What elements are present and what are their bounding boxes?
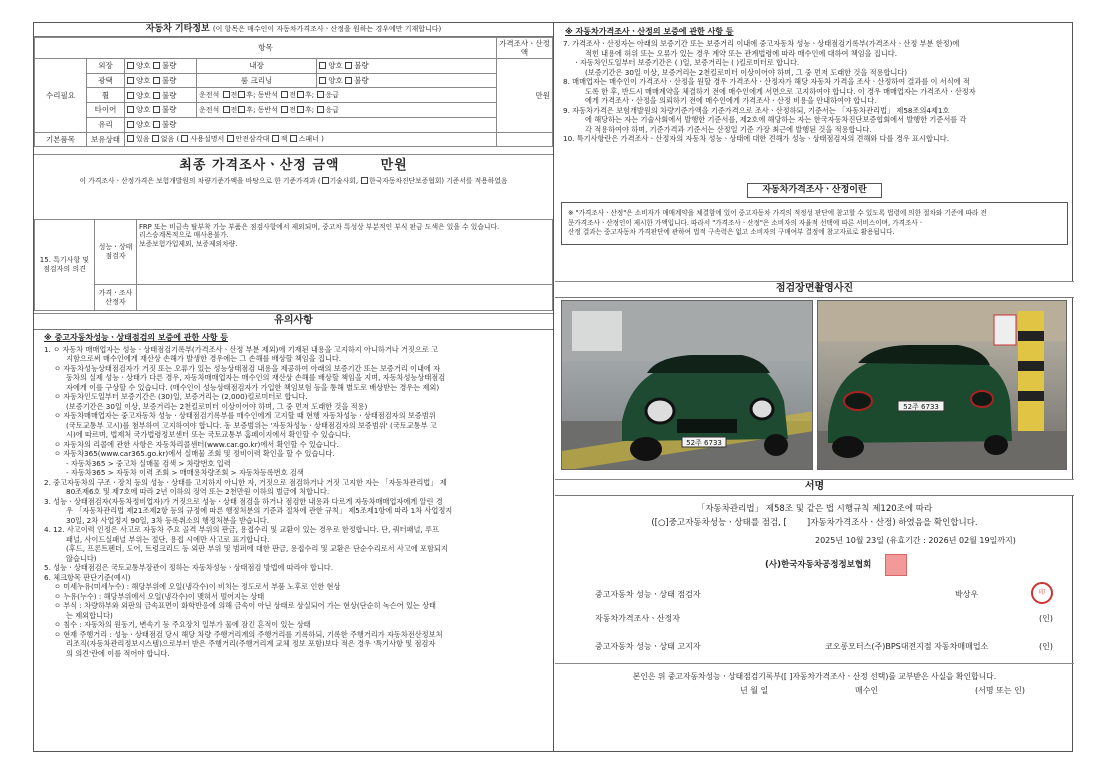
bad-label: 불량 [161, 119, 177, 129]
rear-label: 후 [246, 90, 254, 99]
col-item: 항목 [35, 38, 497, 59]
special-remarks-section [34, 219, 553, 311]
front-label: 전 [289, 105, 296, 114]
note-line: 도록 한 후, 반드시 매매계약을 체결하기 전에 매수인에게 서면으로 고지하여야 합니다. 이 경우 매매업자는 가격조사ㆍ산정자 [585, 86, 976, 96]
confirm-b: ]자동차가격조사ㆍ산정) 하였음을 확인합니다. [806, 518, 978, 529]
row-tire: 타이어 [87, 103, 125, 118]
inspector-label: 중고자동차 성능ㆍ상태 점검자 [595, 590, 701, 599]
notifier-seal: (인) [1039, 642, 1053, 651]
note-line: 의 의견'란에 이를 적어야 합니다. [66, 648, 170, 658]
bad-label: 불량 [161, 90, 177, 100]
good-label: 양호 [136, 90, 151, 100]
about-title: 자동차가격조사ㆍ산정이란 [747, 183, 881, 198]
roomclean-bad-checkbox[interactable] [345, 77, 352, 84]
other-info-header [34, 23, 553, 37]
bad-label: 불량 [161, 75, 177, 85]
buyer-sign: (서명 또는 인) [975, 686, 1025, 695]
interior-good-checkbox[interactable] [319, 62, 326, 69]
wheel-emergency-checkbox[interactable] [317, 91, 324, 98]
tire-pass-rear-checkbox[interactable] [297, 106, 304, 113]
note-line: 적힌 내용에 허위 또는 오류가 있는 경우 계약 또는 관계법령에 따라 매수인에 대하여 책임을 집니다. [585, 48, 897, 58]
perf-text-3: 보증보험가입제외, 보증제외차량. [139, 239, 238, 248]
buyer-label: 매수인 [855, 686, 879, 695]
note-line: - 자동차365 > 자동차 이력 조회 > 매매용차량조회 > 자동차등록번호 검색 [66, 468, 304, 477]
note-line: 3. 성능ㆍ상태점검자(자동차정비업자)가 거짓으로 성능ㆍ상태 점검을 하거나 점검한 내용과 다르게 자동차매매업자에게 알린 경 [44, 496, 443, 506]
gloss-good-checkbox[interactable] [127, 77, 134, 84]
wheel-driver-front-checkbox[interactable] [223, 91, 230, 98]
tire-driver-front-checkbox[interactable] [223, 106, 230, 113]
wheel-good-checkbox[interactable] [127, 92, 134, 99]
exterior-good-checkbox[interactable] [127, 62, 134, 69]
guarantee-lines [555, 39, 1074, 143]
exterior-bad-checkbox[interactable] [153, 62, 160, 69]
other-info-title: 자동차 기타정보 [145, 24, 210, 34]
note-line: (보증기간은 30일 이상, 보증거리는 2천킬로미터 이상이어야 하며, 그 중 먼저 도래한 것을 적용합니다) [585, 67, 908, 77]
note-line: 않습니다) [66, 553, 97, 563]
plate-text-rear: 52주 6733 [903, 403, 939, 411]
basis-tech-checkbox[interactable] [322, 177, 329, 184]
holding-opt-5-checkbox[interactable] [290, 135, 297, 142]
note-line: 6. 체크항목 판단기준(예시) [44, 572, 131, 582]
final-title-text: 최종 가격조사ㆍ산정 금액 [179, 158, 340, 173]
basic-price [497, 132, 553, 147]
final-unit: 만원 [380, 158, 408, 173]
signature-law: 「자동차관리법」 제58조 및 같은 법 시행규칙 제120조에 따라 [696, 503, 933, 514]
holding-opt-label: 없음 [160, 135, 175, 143]
wheel-bad-checkbox[interactable] [153, 92, 160, 99]
other-info-note: (이 항목은 매수인이 자동차가격조사ㆍ산정을 원하는 경우에만 기재합니다) [212, 25, 442, 33]
cautions-title: 유의사항 [34, 314, 553, 330]
note-line: ㅇ 자동차의 리콜에 관한 사항은 자동차리콜센터(www.car.go.kr)에서 확인할 수 있습니다. [54, 439, 339, 449]
holding-opt-0-checkbox[interactable] [127, 135, 134, 142]
tire-bad-checkbox[interactable] [153, 106, 160, 113]
good-label: 양호 [136, 75, 151, 85]
about-box [561, 202, 1068, 245]
tire-good-checkbox[interactable] [127, 106, 134, 113]
note-line: ㅇ 현재 주행거리 : 성능ㆍ상태점검 당시 해당 차량 주행거리계의 주행거리를 기록하되, 기록한 주행거리가 자동차전산정보처 [54, 629, 443, 639]
appraiser-seal: (인) [1039, 614, 1053, 623]
appraiser-label: 자동차가격조사ㆍ산정자 [595, 614, 681, 623]
about-text-2: 문가격조사ㆍ산정인이 제시한 가액입니다. 따라서 "가격조사ㆍ산정"은 소비자의 자율적 선택에 따른 서비스이며, 가격조사ㆍ [568, 218, 925, 227]
price-opinion [137, 285, 553, 311]
final-price-section [34, 154, 553, 184]
receipt-divider [555, 663, 1074, 664]
note-line: 2. 중고자동차의 구조ㆍ장치 등의 성능ㆍ상태를 고지하지 아니한 자, 거짓으로 점검하거나 거짓 고지한 자는 「자동차관리법」 제 [44, 477, 447, 487]
inspector-name: 박상우 [955, 590, 979, 599]
inspection-photo-front [561, 300, 813, 470]
cautions-section [34, 313, 553, 751]
note-line: 80조제6호 및 제7호에 따라 2년 이하의 징역 또는 2천만원 이하의 벌금에 처합니다. [66, 487, 330, 496]
left-column [34, 23, 554, 751]
about-section [555, 183, 1074, 281]
emergency-label: 응급 [325, 90, 339, 99]
org-stamp-icon [885, 554, 907, 576]
good-label: 양호 [136, 61, 151, 71]
note-line: (국토교통부 고시)를 첨부하여 고지하여야 합니다. 동 보증범위는 '자동차성능ㆍ상태점검자의 보증범위' (국토교통부 고 [66, 420, 437, 430]
driver-label: 운전석 [199, 105, 220, 114]
signature-org: (사)한국자동차공정정보협회 [765, 560, 872, 570]
note-line: 10. 특기사항란은 가격조사ㆍ산정자의 자동차 성능ㆍ상태에 대한 견해가 성능ㆍ상태점검자의 견해와 다를 경우 표시합니다. [563, 134, 950, 143]
holding-opt-1-checkbox[interactable] [152, 135, 159, 142]
note-line: ㅇ 자동차매매업자는 중고자동차 성능ㆍ상태점검기록부를 매수인에게 고지할 때 현행 자동차성능ㆍ상태점검자의 보증범위 [54, 411, 436, 420]
holding-opt-label: 사용설명서 [190, 135, 225, 143]
plate-text-front: 52주 6733 [686, 439, 722, 447]
passenger-label: 동반석 [257, 90, 278, 99]
note-line: 7. 가격조사ㆍ산정자는 아래의 보증기간 또는 보증거리 이내에 중고자동차 성능ㆍ상태점검기록부(가격조사ㆍ산정 부분 한정)에 [563, 39, 960, 48]
basis-a: 이 가격조사ㆍ산정가격은 보험개발원의 차량기준가액을 바탕으로 한 기준가격과 ( [79, 177, 321, 186]
perf-label: 성능ㆍ상태 점검자 [95, 220, 137, 285]
rear-label: 후 [304, 105, 312, 114]
row-holding: 보유상태 [87, 132, 125, 147]
note-line: (보증기간은 30일 이상, 보증거리는 2천킬로미터 이상이어야 하며, 그 중 먼저 도래한 것을 적용) [66, 401, 368, 411]
row-gloss: 광택 [87, 73, 125, 88]
glass-good-checkbox[interactable] [127, 121, 134, 128]
roomclean-good-checkbox[interactable] [319, 77, 326, 84]
rear-label: 후 [246, 105, 254, 114]
good-label: 양호 [328, 75, 343, 85]
tire-emergency-checkbox[interactable] [317, 106, 324, 113]
inspection-record-page [33, 22, 1073, 752]
wheel-pass-front-checkbox[interactable] [281, 91, 288, 98]
note-line: ㅇ 침수 : 자동차의 원동기, 변속기 등 주요장치 일부가 물에 잠긴 흔적이 있는 상태 [54, 620, 311, 629]
bad-label: 불량 [161, 61, 177, 71]
note-line: (후드, 프론트펜더, 도어, 트렁크리드 등 외판 부위 및 범퍼에 대한 판금, 용접수리 및 교환은 단순수리로서 사고에 포함되지 [66, 544, 448, 553]
signature-confirm [555, 518, 1074, 529]
confirm-a: ([○]중고자동차성능ㆍ상태를 점검, [ [651, 518, 787, 529]
row-interior: 내장 [197, 58, 317, 73]
note-line: 우 「자동차관리법 제21조제2항 등의 규정에 따른 행정처분의 기준과 절차에 관한 규칙」 제5조제1항에 따라 1차 사업정지 [66, 506, 453, 515]
row-exterior: 외장 [87, 58, 125, 73]
row-roomclean: 룸 크리닝 [197, 73, 317, 88]
holding-opt-label: 있음 [136, 135, 150, 143]
inspection-photo-rear [817, 300, 1067, 470]
note-line: 5. 성능ㆍ상태점검은 국토교통부장관이 정하는 자동차성능ㆍ상태점검 방법에 따라야 합니다. [44, 563, 333, 572]
note-line: 4. 12. 사고이력 인정은 사고로 자동차 주요 골격 부위의 판금, 용접수리 및 교환이 있는 경우로 한정합니다. 단, 쿼터패널, 루프 [44, 525, 439, 534]
repair-label: 수리필요 [35, 58, 87, 132]
note-line: 각 적용하여야 하며, 기준가격과 기준서는 산정일 기준 가장 최근에 발행된 것을 적용합니다. [585, 124, 872, 134]
note-line: 동차의 실제 성능ㆍ상태가 다른 경우, 자동차매매업자는 매수인의 재산상 손해를 배상할 책임을 지며, 자동차성능상태점검 [66, 373, 446, 382]
note-line: 에게 가격조사ㆍ산정을 의뢰하기 전에 매수인에게 가격조사ㆍ산정 비용을 안내하여야 합니다. [585, 96, 877, 105]
bad-label: 불량 [354, 75, 369, 85]
signature-date: 2025년 10월 23일 (유효기간 : 2026년 02월 19일까지) [815, 536, 1016, 545]
note-line: 는 제외합니다) [66, 610, 113, 620]
about-text-3: 산정 결과는 중고자동차 가격판단에 관하여 법적 구속력은 없고 소비자의 구매여부 결정에 참고자료로 활용됩니다. [568, 228, 895, 237]
note-line: 9. 자동차가격은 보험개발원의 차량기준가액을 기준가격으로 조사ㆍ산정하되, 기준서는 「자동차관리법」 제58조의4제1호 [563, 105, 950, 115]
note-line: ㅇ 자동차365(www.car365.go.kr)에서 실매물 조회 및 정비이력 확인을 할 수 있습니다. [54, 449, 335, 458]
perf-text-2: 리스승계목적으로 매사용불가. [139, 231, 229, 240]
bad-label: 불량 [161, 105, 177, 115]
notifier-label: 중고자동차 성능ㆍ상태 고지자 [595, 642, 701, 651]
driver-label: 운전석 [199, 90, 220, 99]
gloss-bad-checkbox[interactable] [153, 77, 160, 84]
other-info-section [34, 23, 553, 147]
car-rear-illustration [818, 301, 1067, 470]
receipt-date: 년 월 일 [740, 686, 769, 695]
basis-b: 기술사회, [329, 177, 361, 186]
receipt-text: 본인은 위 중고자동차성능ㆍ상태점검기록부([ ]자동차가격조사ㆍ산정 선택)를 교부받은 사실을 확인합니다. [632, 672, 997, 681]
perf-opinion [137, 220, 553, 285]
signature-title: 서명 [555, 480, 1074, 496]
right-column [555, 23, 1074, 751]
note-line: 시)에 따르며, 법제처 국가법령정보센터 또는 국토교통부 홈페이지에서 확인할 수 있습니다. [66, 430, 351, 439]
note-line: 지함으로써 매수인에게 재산상 손해가 발생한 경우에는 그 손해를 배상할 책임을 집니다. [66, 354, 342, 363]
notifier-name: 코오롱모터스(주)BPS대전지점 자동차매매업소 [825, 642, 989, 651]
note-line: 리조직(자동차관리정보시스템)으로부터 받은 주행거리(주행거리계 교체 정보 포함)보다 적은 경우 '특기사항 및 점검자 [66, 639, 436, 648]
good-label: 양호 [328, 61, 343, 71]
about-text-1: ※ "가격조사ㆍ산정"은 소비자가 매매계약을 체결함에 있어 중고자동차 가격의 적정성 판단에 참고할 수 있도록 법령에 의한 절차와 기준에 따라 전 [568, 209, 987, 218]
holding-opt-3-checkbox[interactable] [227, 135, 234, 142]
row-wheel: 휠 [87, 88, 125, 103]
col-price: 가격조사ㆍ산정액 [497, 38, 553, 59]
wheel-pass-rear-checkbox[interactable] [297, 91, 304, 98]
row-glass: 유리 [87, 117, 125, 132]
note-line: ㅇ 미세누유(미세누수) : 해당부위에 오일(냉각수)이 비치는 정도로서 부품 노후로 인한 현상 [54, 582, 341, 591]
holding-opt-label: 안전삼각대 [235, 135, 270, 143]
note-line: 자에게 이를 구상할 수 있습니다. (매수인이 성능상태점검자가 가입한 책임보험 등을 통해 별도로 배상받는 경우는 제외) [66, 382, 440, 392]
guarantee-title: ※ 자동차가격조사ㆍ산정의 보증에 관한 사항 등 [565, 27, 734, 36]
note-line: 8. 매매업자는 매수인이 가격조사ㆍ산정을 원할 경우 가격조사ㆍ산정자가 해당 자동차 가격을 조사ㆍ산정하여 결과를 이 서식에 적 [563, 77, 970, 86]
holding-opt-2-checkbox[interactable] [181, 135, 188, 142]
note-line: ㅇ 자동차인도일부터 보증기간은 (30)일, 보증거리는 (2,000)킬로미터로 합니다. [54, 392, 308, 401]
front-label: 전 [289, 90, 296, 99]
rear-label: 후 [304, 90, 312, 99]
special-remarks-table [34, 219, 553, 311]
basis-assoc-checkbox[interactable] [361, 177, 368, 184]
note-line: ㅇ 자동차성능상태점검자가 거짓 또는 오류가 있는 성능상태점검 내용을 제공하여 아래의 보증기간 또는 보증거리 이내에 자 [54, 363, 441, 373]
front-label: 전 [230, 105, 238, 114]
signature-section [555, 479, 1074, 751]
final-basis [34, 177, 553, 185]
note-line: ㆍ자동차인도일부터 보증기간은 ( )일, 보증거리는 ( )킬로미터로 합니다. [573, 58, 800, 67]
perf-text-1: FRP 또는 비금속 탈부착 가능 부품은 점검사항에서 제외되며, 중고차 특성상 부분적인 부식 판금 도색은 있을 수 있습니다. [139, 223, 500, 231]
note-line: 패널, 사이드실패널 부위는 절단, 용접 시에만 사고로 표기합니다. [66, 534, 270, 544]
note-line: 30일, 2차 사업정지 90일, 3차 등록취소의 행정처분을 받습니다. [66, 515, 270, 525]
car-front-illustration [562, 301, 813, 470]
photos-section [555, 281, 1074, 477]
good-label: 양호 [136, 119, 151, 129]
cautions-lines [34, 345, 553, 658]
tire-driver-rear-checkbox[interactable] [238, 106, 245, 113]
passenger-label: 동반석 [257, 105, 278, 114]
emergency-label: 응급 [325, 105, 339, 114]
note-line: ㅇ 부식 : 차량하부와 외판의 금속표면이 화학반응에 의해 금속이 아닌 상태로 상실되어 가는 현상(단순히 녹슨어 있는 상태 [54, 601, 436, 610]
holding-opt-label: 스패너 [298, 135, 319, 143]
repair-price: 만원 [497, 58, 553, 132]
wheel-driver-rear-checkbox[interactable] [238, 91, 245, 98]
final-price-title [34, 155, 553, 177]
photos-title: 점검장면촬영사진 [555, 282, 1074, 298]
basic-label: 기본품목 [35, 132, 87, 147]
note-line: 에 해당하는 자는 기술사회에서 발행한 기준서를, 제2호에 해당하는 자는 한국자동차진단보증협회에서 발행한 기준서를 각 [585, 115, 967, 124]
bad-label: 불량 [354, 61, 369, 71]
holding-opt-label: 잭 [280, 135, 288, 143]
other-info-table: 항목 가격조사ㆍ산정액 수리필요 외장 양호 불량 내장 양호 불량 만원 광택 양호 불량 룸 크리닝 양호 불량 휠 양호 불량 운전석 전 후; 동반석 전 후; 응급 타이어 양호 불량 운전석 전 후; 동반석 전 후; 응급 유리 양호 불량 기본품목 보유상태 있음 없음 ( 사용설명서 안전삼각대 잭 스패너 ) [34, 37, 553, 147]
interior-bad-checkbox[interactable] [345, 62, 352, 69]
holding-options: 있음 없음 ( 사용설명서 안전삼각대 잭 스패너 ) [125, 132, 497, 147]
note-line: 1. ㅇ 자동차 매매업자는 성능ㆍ상태점검기록부(가격조사ㆍ산정 부분 제외)에 기재된 내용을 고지하지 아니하거나 거짓으로 고 [44, 344, 438, 354]
price-label: 가격ㆍ조사 산정자 [95, 285, 137, 311]
tire-pass-front-checkbox[interactable] [281, 106, 288, 113]
glass-bad-checkbox[interactable] [153, 121, 160, 128]
cautions-subtitle: ※ 중고자동차성능ㆍ상태점검의 보증에 관한 사항 등 [44, 332, 228, 342]
inspector-seal-icon: 印 [1031, 582, 1053, 604]
note-line: ㅇ 누유(누수) : 해당부위에서 오일(냉각수)이 맺혀서 떨어지는 상태 [54, 591, 265, 601]
front-label: 전 [230, 90, 238, 99]
holding-opt-4-checkbox[interactable] [272, 135, 279, 142]
note-line: - 자동차365 > 중고차 실매물 검색 > 차량번호 입력 [66, 458, 231, 468]
basis-c: 한국자동차진단보증협회) 기준서를 적용하였음 [369, 177, 508, 186]
guarantee-section [555, 23, 1074, 181]
special-label: 15. 특기사항 및 점검자의 의견 [35, 220, 95, 311]
good-label: 양호 [136, 105, 151, 115]
